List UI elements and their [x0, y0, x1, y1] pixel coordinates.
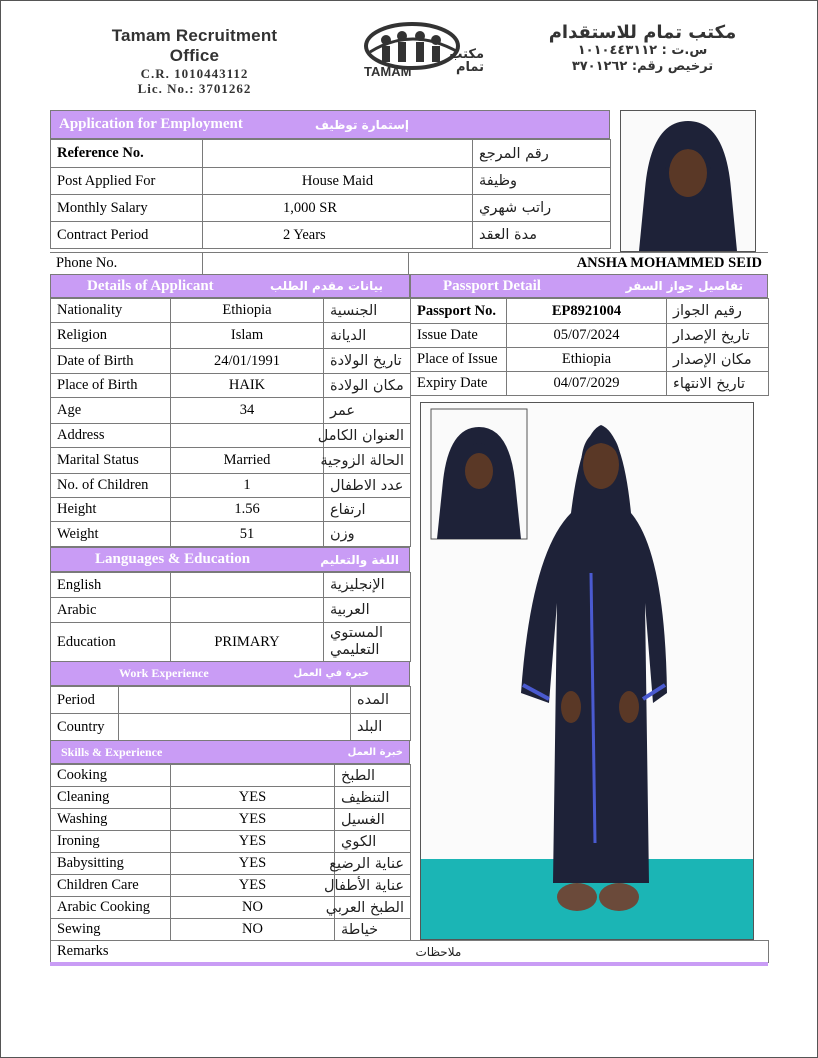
full-length-photo: [420, 402, 754, 940]
nationality-label: Nationality: [51, 299, 171, 323]
cooking-label-ar: الطبخ: [335, 765, 411, 787]
arabic-label-ar: العربية: [324, 598, 411, 623]
table-row: [51, 398, 411, 424]
work-band: [50, 661, 410, 686]
english-label: English: [51, 573, 171, 598]
pob-label: Place of Birth: [51, 374, 171, 398]
table-row: [51, 498, 411, 522]
company-header-ar: [540, 22, 745, 75]
religion-label-ar: الديانة: [324, 323, 411, 349]
washing-value: YES: [171, 809, 335, 831]
place-issue-label-ar: مكان الإصدار: [667, 348, 769, 372]
work-title-ar: خبرة في العمل: [293, 668, 369, 679]
marital-label: Marital Status: [51, 448, 171, 474]
languages-title-ar: اللغة والتعليم: [320, 552, 399, 567]
country-label: Country: [51, 714, 119, 741]
company-header-en: [92, 26, 297, 96]
weight-label-ar: وزن: [324, 522, 411, 547]
license-number-en: Lic. No.: 3701262: [137, 81, 252, 96]
post-label-ar: وظيفة: [473, 168, 611, 195]
table-row: [51, 474, 411, 498]
ironing-value: YES: [171, 831, 335, 853]
children-label-ar: عدد الاطفال: [324, 474, 411, 498]
children-value: 1: [171, 474, 324, 498]
reference-value: [203, 140, 473, 168]
application-table: [50, 139, 611, 249]
table-row: [51, 424, 411, 448]
religion-label: Religion: [51, 323, 171, 349]
arabic-cooking-label-ar: الطبخ العربي: [335, 897, 411, 919]
issue-date-value: 05/07/2024: [507, 324, 667, 348]
address-label: Address: [51, 424, 171, 448]
remarks-table: [50, 940, 769, 963]
issue-date-label-ar: تاريخ الإصدار: [667, 324, 769, 348]
logo-text-ar: مكتب تمام: [449, 47, 484, 75]
table-row: [51, 195, 611, 222]
table-row: [51, 809, 411, 831]
cooking-value: [171, 765, 335, 787]
table-row: [411, 324, 769, 348]
nationality-value: Ethiopia: [171, 299, 324, 323]
passport-no-label: Passport No.: [411, 299, 507, 324]
work-table: [50, 686, 411, 741]
english-value: [171, 573, 324, 598]
table-row: [51, 448, 411, 474]
period-label: Period: [51, 687, 119, 714]
table-row: [411, 348, 769, 372]
table-row: [51, 765, 411, 787]
arabic-value: [171, 598, 324, 623]
children-label: No. of Children: [51, 474, 171, 498]
table-row: [51, 853, 411, 875]
address-value: [171, 424, 324, 448]
reference-label-ar: رقم المرجع: [473, 140, 611, 168]
table-row: [51, 919, 411, 941]
ironing-label-ar: الكوي: [335, 831, 411, 853]
table-row: [51, 323, 411, 349]
education-value: PRIMARY: [171, 623, 324, 662]
pob-label-ar: مكان الولادة: [324, 374, 411, 398]
phone-value: [202, 253, 408, 275]
salary-value: 1,000 SR: [203, 195, 473, 222]
height-value: 1.56: [171, 498, 324, 522]
passport-no-label-ar: رقيم الجواز: [667, 299, 769, 324]
table-row: [51, 875, 411, 897]
religion-value: Islam: [171, 323, 324, 349]
babysitting-label: Babysitting: [51, 853, 171, 875]
application-title-ar: إستمارة توظيف: [314, 117, 409, 132]
skills-title-ar: خبرة العمل: [347, 746, 403, 758]
period-value: [119, 687, 351, 714]
children-care-label-ar: عناية الأطفال: [335, 875, 411, 897]
table-row: [51, 714, 411, 741]
table-row: [51, 573, 411, 598]
passport-table: [410, 298, 769, 396]
children-care-value: YES: [171, 875, 335, 897]
passport-title-en: Passport Detail: [443, 277, 541, 294]
license-number-ar: ترخيص رقم: ٣٧٠١٢٦٢: [571, 59, 714, 74]
dob-value: 24/01/1991: [171, 349, 324, 374]
company-name-ar: مكتب تمام للاستقدام: [548, 22, 737, 43]
logo-text: TAMAM: [364, 64, 412, 79]
table-row: [51, 787, 411, 809]
cleaning-value: YES: [171, 787, 335, 809]
table-row: [51, 168, 611, 195]
remarks-label: Remarks: [51, 941, 410, 963]
height-label: Height: [51, 498, 171, 522]
weight-label: Weight: [51, 522, 171, 547]
applicant-title-en: Details of Applicant: [87, 277, 214, 294]
remarks-label-ar: ملاحظات: [410, 941, 769, 963]
table-row: [51, 222, 611, 249]
table-row: [51, 299, 411, 323]
portrait-photo-drawing: [621, 111, 755, 251]
table-row: [51, 897, 411, 919]
post-value: House Maid: [203, 168, 473, 195]
applicant-title-ar: بيانات مقدم الطلب: [269, 279, 383, 293]
contract-value: 2 Years: [203, 222, 473, 249]
table-row: [51, 687, 411, 714]
applicant-table: [50, 298, 411, 547]
ironing-label: Ironing: [51, 831, 171, 853]
dob-label-ar: تاريخ الولادة: [324, 349, 411, 374]
application-title-en: Application for Employment: [59, 116, 243, 132]
phone-row-table: [50, 252, 768, 275]
salary-label: Monthly Salary: [51, 195, 203, 222]
sewing-value: NO: [171, 919, 335, 941]
cr-number-ar: س.ت : ١٠١٠٤٤٣١١٢: [577, 43, 708, 58]
sewing-label-ar: خياطة: [335, 919, 411, 941]
languages-band: [50, 547, 410, 572]
cr-number-en: C.R. 1010443112: [140, 66, 249, 81]
passport-band: [410, 274, 768, 298]
expiry-label-ar: تاريخ الانتهاء: [667, 372, 769, 396]
contract-label-ar: مدة العقد: [473, 222, 611, 249]
place-issue-value: Ethiopia: [507, 348, 667, 372]
applicant-band: [50, 274, 410, 298]
arabic-cooking-label: Arabic Cooking: [51, 897, 171, 919]
children-care-label: Children Care: [51, 875, 171, 897]
reference-label: Reference No.: [51, 140, 203, 168]
applicant-name: ANSHA MOHAMMED SEID: [408, 253, 768, 275]
cleaning-label: Cleaning: [51, 787, 171, 809]
english-label-ar: الإنجليزية: [324, 573, 411, 598]
marital-value: Married: [171, 448, 324, 474]
table-row: [51, 374, 411, 398]
bottom-accent-bar: [50, 962, 768, 966]
country-label-ar: البلد: [351, 714, 411, 741]
table-row: [51, 140, 611, 168]
table-row: [411, 372, 769, 396]
pob-value: HAIK: [171, 374, 324, 398]
portrait-photo: [620, 110, 756, 252]
salary-label-ar: راتب شهري: [473, 195, 611, 222]
expiry-value: 04/07/2029: [507, 372, 667, 396]
work-title-en: Work Experience: [119, 666, 209, 680]
cleaning-label-ar: التنظيف: [335, 787, 411, 809]
arabic-cooking-value: NO: [171, 897, 335, 919]
issue-date-label: Issue Date: [411, 324, 507, 348]
skills-table: [50, 764, 411, 941]
skills-title-en: Skills & Experience: [61, 744, 163, 759]
table-row: [51, 522, 411, 547]
phone-label: Phone No.: [50, 253, 202, 275]
period-label-ar: المده: [351, 687, 411, 714]
place-issue-label: Place of Issue: [411, 348, 507, 372]
nationality-label-ar: الجنسية: [324, 299, 411, 323]
contract-label: Contract Period: [51, 222, 203, 249]
country-value: [119, 714, 351, 741]
full-length-photo-drawing: [421, 403, 753, 939]
sewing-label: Sewing: [51, 919, 171, 941]
weight-value: 51: [171, 522, 324, 547]
dob-label: Date of Birth: [51, 349, 171, 374]
table-row: [51, 941, 769, 963]
company-name-en: Tamam Recruitment Office: [111, 26, 278, 65]
address-label-ar: العنوان الكامل: [324, 424, 411, 448]
babysitting-value: YES: [171, 853, 335, 875]
table-row: [51, 831, 411, 853]
arabic-label: Arabic: [51, 598, 171, 623]
passport-no-value: EP8921004: [507, 299, 667, 324]
babysitting-label-ar: عناية الرضيع: [335, 853, 411, 875]
marital-label-ar: الحالة الزوجية: [324, 448, 411, 474]
education-label: Education: [51, 623, 171, 662]
expiry-label: Expiry Date: [411, 372, 507, 396]
age-value: 34: [171, 398, 324, 424]
washing-label-ar: الغسيل: [335, 809, 411, 831]
table-row: [50, 253, 768, 275]
age-label: Age: [51, 398, 171, 424]
application-band: [50, 110, 610, 139]
table-row: [51, 623, 411, 662]
languages-title-en: Languages & Education: [95, 551, 251, 567]
washing-label: Washing: [51, 809, 171, 831]
passport-title-ar: تفاصيل جواز السفر: [625, 279, 743, 293]
skills-band: [50, 740, 410, 764]
cooking-label: Cooking: [51, 765, 171, 787]
languages-table: [50, 572, 411, 662]
table-row: [51, 349, 411, 374]
education-label-ar: المستوي التعليمي: [324, 623, 411, 662]
table-row: [51, 598, 411, 623]
age-label-ar: عمر: [324, 398, 411, 424]
height-label-ar: ارتفاع: [324, 498, 411, 522]
table-row: [411, 299, 769, 324]
post-label: Post Applied For: [51, 168, 203, 195]
